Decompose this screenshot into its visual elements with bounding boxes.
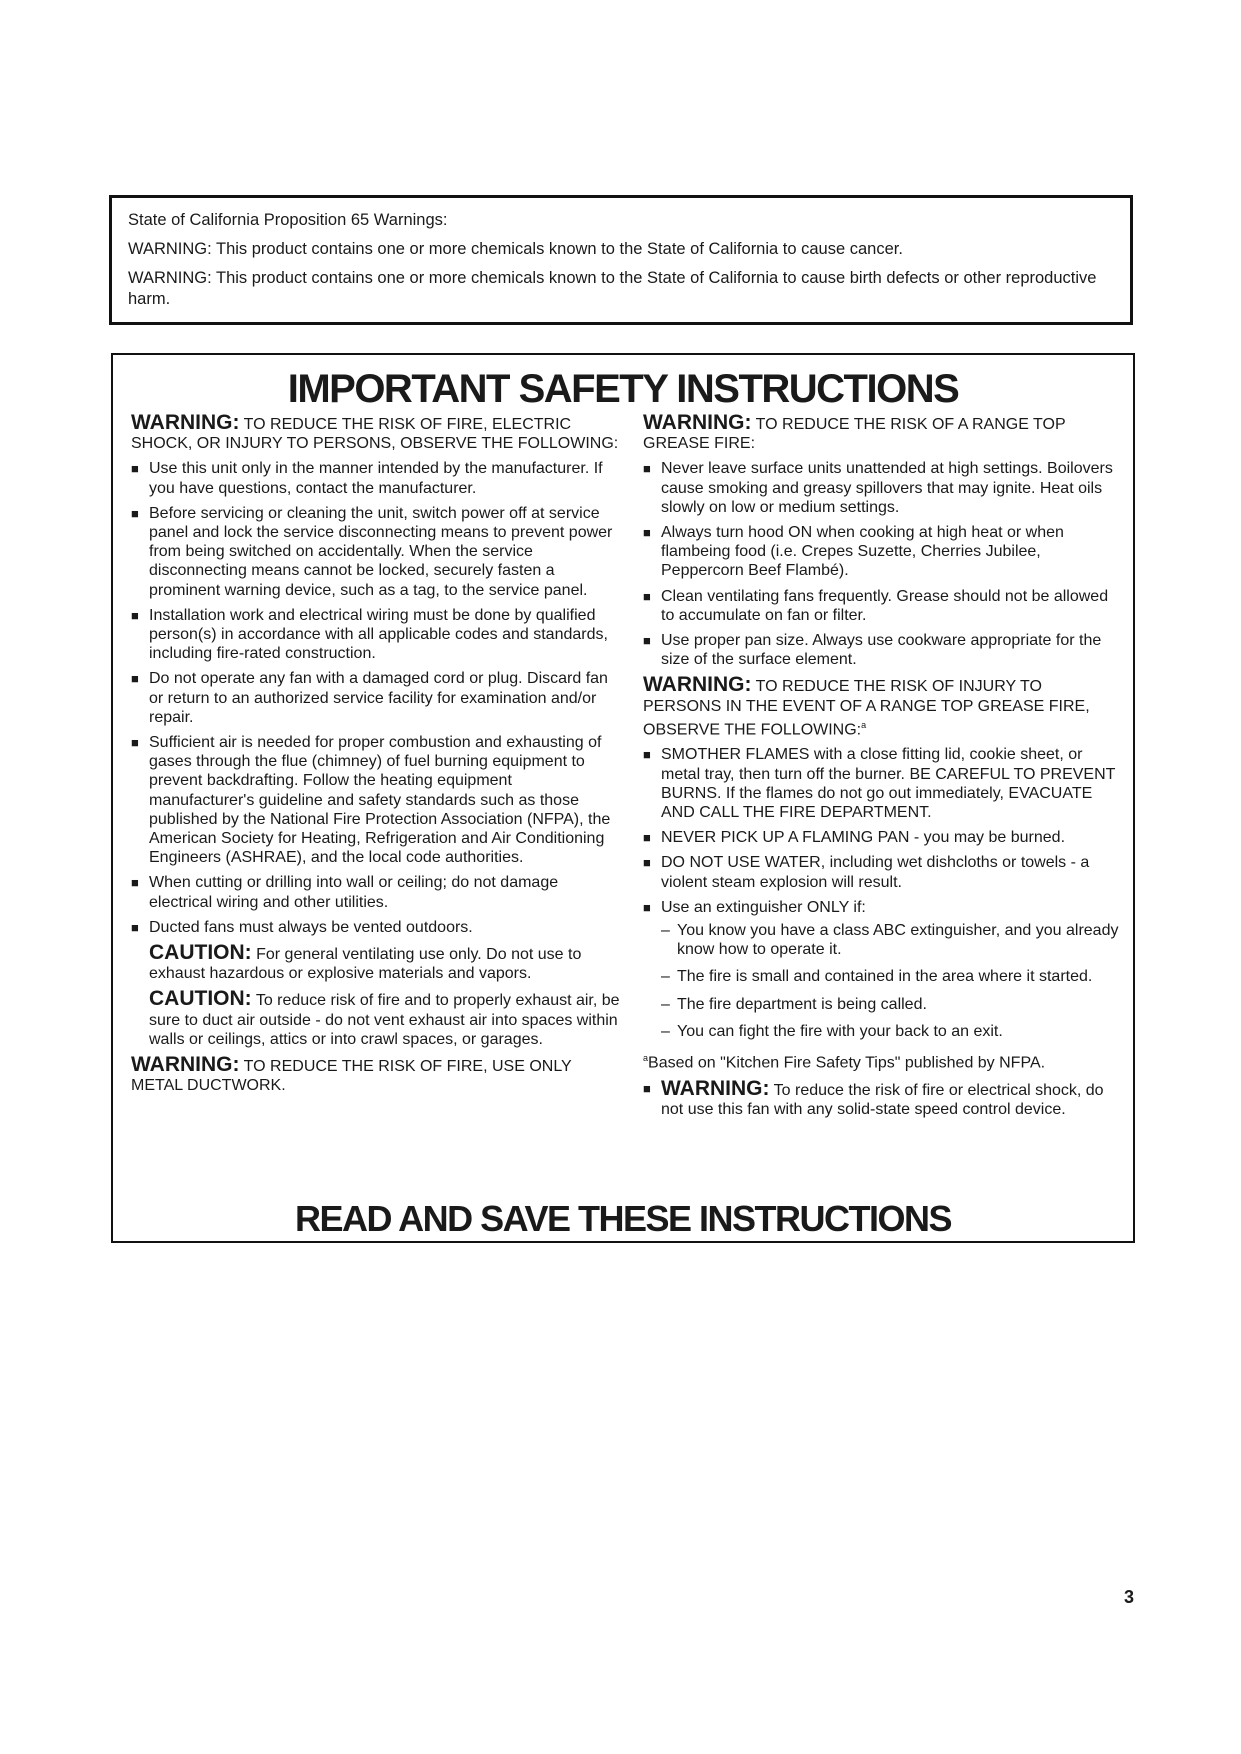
- list-item: ■ Never leave surface units unattended at high settings. Boilovers cause smoking and greasy spillovers that may ignite. Heat oils slowly on low or medium settings.: [643, 459, 1123, 517]
- prop65-birth-defects-warning: WARNING: This product contains one or more chemicals known to the State of California to cause birth defects or other reproductive harm.: [128, 269, 1097, 308]
- list-item: ■ NEVER PICK UP A FLAMING PAN - you may be burned.: [643, 828, 1123, 847]
- nfpa-footnote: [643, 1049, 1123, 1073]
- safety-title: IMPORTANT SAFETY INSTRUCTIONS: [287, 367, 959, 411]
- extinguisher-text: Use an extinguisher ONLY if:: [661, 898, 866, 916]
- warning-signal-word: WARNING:: [131, 411, 240, 434]
- caution-exhaust-text: To reduce risk of fire and to properly exhaust air, be sure to duct air outside - do not vent exhaust air into spaces within walls or ceilings, attics or into crawl spaces, or garages.: [149, 992, 620, 1048]
- grease-fire-warning: [643, 413, 1123, 453]
- caution-ventilating-text: For general ventilating use only. Do not use to exhaust hazardous or explosive materials and vapors.: [149, 946, 582, 983]
- list-item: ■ SMOTHER FLAMES with a close fitting lid, cookie sheet, or metal tray, then turn off the burner. BE CAREFUL TO PREVENT BURNS. If the flames do not go out immediately, EVACUATE AND CALL THE FIRE DEPARTMENT.: [643, 745, 1123, 822]
- warning-signal-word: WARNING:: [643, 411, 752, 434]
- grease-fire-warning-text: TO REDUCE THE RISK OF A RANGE TOP GREASE FIRE:: [643, 416, 1066, 453]
- list-item: ■ Use proper pan size. Always use cookware appropriate for the size of the surface element.: [643, 631, 1123, 669]
- safety-instructions-box: [111, 353, 1135, 1243]
- extinguisher-item: [643, 898, 1123, 1041]
- speed-control-list: [643, 1076, 1123, 1119]
- list-item: ■ Before servicing or cleaning the unit, switch power off at service panel and lock the service disconnecting means to prevent power from being switched on accidentally. When the service disconnecting means cannot be locked, securely fasten a prominent warning device, such as a tag, to the service panel.: [131, 504, 621, 600]
- prop65-title: State of California Proposition 65 Warnings:: [128, 211, 448, 229]
- grease-fire-prevention-list: [643, 459, 1123, 669]
- list-item: ■ Do not operate any fan with a damaged cord or plug. Discard fan or return to an authorized service facility for examination and/or repair.: [131, 669, 621, 727]
- injury-grease-fire-warning-text: TO REDUCE THE RISK OF INJURY TO PERSONS IN THE EVENT OF A RANGE TOP GREASE FIRE, OBSERVE THE FOLLOWING:: [643, 678, 1090, 739]
- list-item: – You can fight the fire with your back to an exit.: [661, 1022, 1123, 1041]
- speed-control-warning-text: To reduce the risk of fire or electrical shock, do not use this fan with any solid-state speed control device.: [661, 1081, 1104, 1118]
- prop65-warning-box: [109, 195, 1133, 325]
- list-item: ■ Installation work and electrical wiring must be done by qualified person(s) in accordance with all applicable codes and standards, including fire-rated construction.: [131, 606, 621, 664]
- read-and-save-footer: READ AND SAVE THESE INSTRUCTIONS: [294, 1198, 952, 1239]
- list-item: ■ When cutting or drilling into wall or ceiling; do not damage electrical wiring and other utilities.: [131, 873, 621, 911]
- page-number: 3: [1124, 1587, 1135, 1607]
- list-item: ■ DO NOT USE WATER, including wet dishcloths or towels - a violent steam explosion will result.: [643, 853, 1123, 891]
- general-safety-list: [131, 459, 621, 937]
- nfpa-footnote-text: Based on "Kitchen Fire Safety Tips" published by NFPA.: [648, 1054, 1046, 1072]
- list-item: – The fire is small and contained in the area where it started.: [661, 967, 1123, 986]
- prop65-cancer-warning: WARNING: This product contains one or more chemicals known to the State of California to cause cancer.: [128, 240, 903, 258]
- list-item: ■ Sufficient air is needed for proper combustion and exhausting of gases through the flue (chimney) of fuel burning equipment to prevent backdrafting. Follow the heating equipment manufacturer's guideline and safety standards such as those published by the National Fire Protection Association (NFPA), the American Society for Heating, Refrigeration and Air Conditioning Engineers (ASHRAE), and the local code authorities.: [131, 733, 621, 867]
- warning-signal-word: WARNING:: [661, 1076, 770, 1100]
- injury-grease-fire-warning: [643, 675, 1123, 739]
- list-item: – The fire department is being called.: [661, 995, 1123, 1014]
- warning-signal-word: WARNING:: [643, 673, 752, 697]
- caution-ventilating: [149, 943, 621, 983]
- warning-signal-word: WARNING:: [131, 1053, 240, 1077]
- safety-right-column: [643, 413, 1123, 1125]
- list-item: – You know you have a class ABC extinguisher, and you already know how to operate it.: [661, 921, 1123, 959]
- ductwork-warning: [131, 1055, 621, 1095]
- grease-fire-response-list: [643, 745, 1123, 1041]
- list-item: ■ Always turn hood ON when cooking at high heat or when flambeing food (i.e. Crepes Suzette, Cherries Jubilee, Peppercorn Beef Flambé).: [643, 523, 1123, 581]
- caution-exhaust: [149, 989, 621, 1049]
- list-item: ■ Use this unit only in the manner intended by the manufacturer. If you have questions, contact the manufacturer.: [131, 459, 621, 497]
- safety-left-column: [131, 413, 621, 1102]
- caution-signal-word: CAUTION:: [149, 941, 252, 965]
- speed-control-warning: [643, 1076, 1123, 1119]
- extinguisher-conditions-list: [661, 921, 1123, 1041]
- list-item: ■ Clean ventilating fans frequently. Grease should not be allowed to accumulate on fan or filter.: [643, 587, 1123, 625]
- caution-signal-word: CAUTION:: [149, 987, 252, 1011]
- list-item: ■ Ducted fans must always be vented outdoors.: [131, 918, 621, 937]
- footnote-mark: a: [861, 719, 867, 730]
- fire-shock-warning: [131, 413, 621, 453]
- footnote-mark: a: [643, 1053, 649, 1064]
- fire-shock-warning-text: TO REDUCE THE RISK OF FIRE, ELECTRIC SHOCK, OR INJURY TO PERSONS, OBSERVE THE FOLLOWING:: [131, 416, 619, 453]
- ductwork-warning-text: TO REDUCE THE RISK OF FIRE, USE ONLY METAL DUCTWORK.: [131, 1058, 572, 1095]
